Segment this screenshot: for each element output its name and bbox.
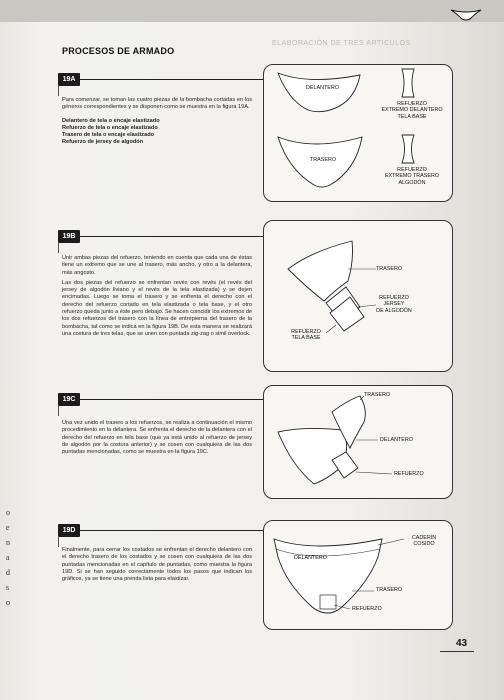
- figure-19b-drawing: [264, 221, 452, 371]
- step-connector-vertical: [58, 243, 59, 253]
- step-connector-vertical: [58, 406, 59, 416]
- margin-letter: d: [6, 568, 10, 577]
- step-connector-line: [80, 236, 263, 237]
- step-connector-line: [80, 79, 263, 80]
- step-19a-intro: Para comenzar, se toman las cuatro piezas de la bombacha cortadas en los géneros correspondientes y se disponen como se muestra en la figura 19A.: [62, 97, 252, 111]
- label-refuerzo-delantero: REFUERZO EXTREMO DELANTERO TELA BASE: [381, 101, 443, 120]
- panty-logo-icon: [450, 8, 482, 22]
- step-19c-text: [62, 420, 252, 456]
- margin-letter: o: [6, 508, 10, 517]
- delantero-piece: [278, 73, 360, 112]
- refuerzo-piece: [320, 595, 336, 609]
- step-19c-body: Una vez unido el trasero a los refuerzos, se realiza a continuación el mismo procedimiento en la delantera. Se enfrenta el derecho de la delantera con el derecho del refuerzo en tela base (que ya está unido al refuerzo de jersey de algodón por la costura anterior) y se cosen con cualquiera de las dos puntadas mencionadas, como se muestra en la figura 19C.: [62, 420, 252, 456]
- margin-letter: a: [6, 553, 10, 562]
- step-connector-line: [80, 530, 263, 531]
- step-19d-text: [62, 547, 252, 583]
- label-refuerzo: REFUERZO: [394, 471, 424, 477]
- figure-19b-panel: [263, 220, 453, 372]
- leader-line: [356, 472, 392, 474]
- label-refuerzo: REFUERZO: [352, 606, 382, 612]
- delantero-piece: [278, 428, 347, 484]
- figure-19a-panel: [263, 64, 453, 202]
- step-badge-19d: 19D: [58, 524, 80, 537]
- step-connector-line: [80, 399, 263, 400]
- step-19d-body: Finalmente, para cerrar los costados se enfrentan el derecho delantero con el derecho trasero de los costados y se cosen con cualquiera de las dos puntadas mencionadas en el capítulo de puntadas, como muestra la figura 19D. Si se han seguido correctamente todos los pasos que indican los gráficos, ya se tiene una prenda lista para elastizar.: [62, 547, 252, 583]
- label-trasero: TRASERO: [376, 266, 403, 272]
- label-refuerzo-base: REFUERZO TELA BASE: [291, 329, 321, 342]
- label-delantero: DELANTERO: [306, 85, 339, 91]
- page-title: PROCESOS DE ARMADO: [62, 46, 175, 56]
- step-connector-vertical: [58, 537, 59, 547]
- step-badge-19a: 19A: [58, 73, 80, 86]
- margin-letters: [6, 505, 16, 610]
- step-19b-body: Las dos piezas del refuerzo se enfrentan revés con revés (el revés del jersey de algodón liviano y el revés de la tela elastizada) y se dejen encimadas. Luego se toma el trasero y se enfrenta el derecho con el derecho del refuerzo cortado en tela elastizada o tela base, y el otro refuerzo queda junto a éste pero debajo. Se hacen coincidir los extremos de los dos refuerzos del trasero con la línea de entrepierna del trasero de la bombacha, tal como se indica en la figura 19B. De esta manera se realizará una costura de tres telas, que se unen con puntada zig-zag o simil overlock.: [62, 279, 252, 337]
- margin-letter: s: [6, 583, 10, 592]
- figure-19d-panel: [263, 520, 453, 630]
- label-delantero: DELANTERO: [380, 437, 413, 443]
- step-19a-materials: Delantero de tela o encaje elastizado Refuerzo de tela o encaje elastizado Trasero de tela o encaje elastizado Refuerzo de jersey de algodón: [62, 117, 160, 146]
- margin-letter: e: [6, 523, 10, 532]
- margin-letter: o: [6, 598, 10, 607]
- bleed-through-text: ELABORACIÓN DE TRES ARTICULOS: [272, 40, 411, 47]
- step-19a-text: [62, 97, 252, 147]
- step-connector-vertical: [58, 86, 59, 96]
- label-delantero: DELANTERO: [294, 555, 327, 561]
- step-19b-intro: Unir ambas piezas del refuerzo, teniendo en cuenta que cada una de éstas tiene un extremo que se une al trasero, más ancho, y otro a la delantera, más angosto.: [62, 255, 252, 276]
- figure-19c-panel: [263, 385, 453, 499]
- step-19b-text: [62, 255, 252, 338]
- step-badge-19b: 19B: [58, 230, 80, 243]
- refuerzo-trasero-piece: [402, 135, 414, 163]
- label-refuerzo-jersey: REFUERZO JERSEY DE ALGODÓN: [376, 295, 412, 314]
- step-badge-19c: 19C: [58, 393, 80, 406]
- page-number-rule: [440, 651, 474, 652]
- label-trasero: TRASERO: [310, 157, 337, 163]
- figure-19c-drawing: [264, 386, 452, 498]
- label-refuerzo-trasero: REFUERZO EXTREMO TRASERO ALGODÓN: [384, 167, 440, 186]
- top-band: [0, 0, 504, 22]
- page-number: 43: [456, 638, 468, 649]
- label-trasero: TRASERO: [364, 392, 391, 398]
- refuerzo-delantero-piece: [402, 69, 414, 97]
- label-trasero: TRASERO: [376, 587, 403, 593]
- label-caderin-cosido: CADERÍN COSIDO: [411, 535, 437, 548]
- margin-letter: n: [6, 538, 10, 547]
